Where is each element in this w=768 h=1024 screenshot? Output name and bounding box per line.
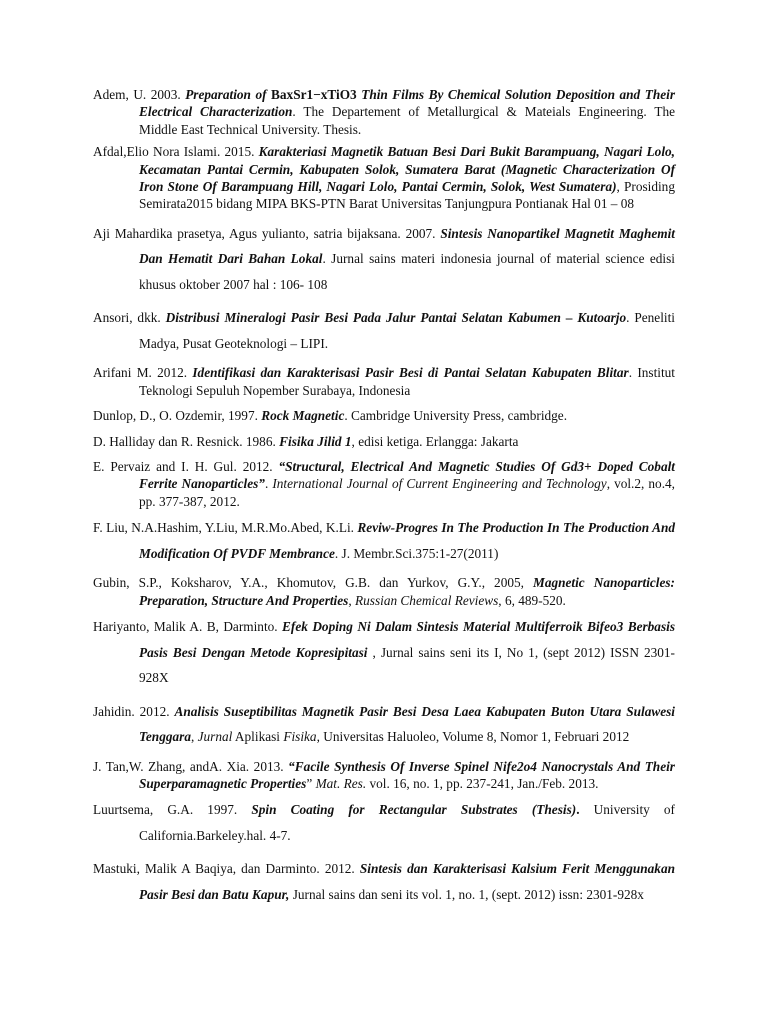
reference-entry-hariyanto: Hariyanto, Malik A. B, Darminto. Efek Doping Ni Dalam Sintesis Material Multiferroik Bifeo3 Berbasis Pasis Besi Dengan Metode Kopresipitasi , Jurnal sains seni its I, No 1, (sept 2012) ISSN 2301-928X (93, 619, 675, 685)
reference-entry-arifani: Arifani M. 2012. Identifikasi dan Karakterisasi Pasir Besi di Pantai Selatan Kabupaten Blitar. Institut Teknologi Sepuluh Nopember Surabaya, Indonesia (93, 365, 676, 398)
reference-list (93, 86, 675, 915)
reference-entry-adem: Adem, U. 2003. Preparation of BaxSr1−xTiO3 Thin Films By Chemical Solution Deposition and Their Electrical Characterization. The Departement of Metallurgical & Mateials Engineering. The Middle East Technical University. Thesis. (93, 87, 675, 137)
reference-entry-afdal: Afdal,Elio Nora Islami. 2015. Karakteriasi Magnetik Batuan Besi Dari Bukit Barampuang, Nagari Lolo, Kecamatan Pantai Cermin, Kabupaten Solok, Sumatera Barat (Magnetic Characterization Of Iron Stone Of Barampuang Hill, Nagari Lolo, Pantai Cermin, Solok, West Sumatera), Prosiding Semirata2015 bidang MIPA BKS-PTN Barat Universitas Tanjungpura Pontianak Hal 01 – 08 (93, 144, 675, 212)
reference-entry-tan: J. Tan,W. Zhang, andA. Xia. 2013. “Facile Synthesis Of Inverse Spinel Nife2o4 Nanocrystals And Their Superparamagnetic Properties” Mat. Res. vol. 16, no. 1, pp. 237-241, Jan./Feb. 2013. (93, 758, 675, 791)
reference-entry-halliday: D. Halliday dan R. Resnick. 1986. Fisika Jilid 1, edisi ketiga. Erlangga: Jakarta (93, 433, 519, 449)
reference-entry-jahidin: Jahidin. 2012. Analisis Suseptibilitas Magnetik Pasir Besi Desa Laea Kabupaten Buton Utara Sulawesi Tenggara, Jurnal Aplikasi Fisika, Universitas Haluoleo, Volume 8, Nomor 1, Februari 2012 (93, 703, 675, 744)
reference-entry-gubin: Gubin, S.P., Koksharov, Y.A., Khomutov, G.B. dan Yurkov, G.Y., 2005, Magnetic Nanoparticles: Preparation, Structure And Properties, Russian Chemical Reviews, 6, 489-520. (93, 575, 675, 608)
reference-entry-luurtsema: Luurtsema, G.A. 1997. Spin Coating for Rectangular Substrates (Thesis). University of California.Barkeley.hal. 4-7. (93, 802, 675, 843)
reference-entry-aji: Aji Mahardika prasetya, Agus yulianto, satria bijaksana. 2007. Sintesis Nanopartikel Magnetit Maghemit Dan Hematit Dari Bahan Lokal. Jurnal sains materi indonesia journal of material science edisi khusus oktober 2007 hal : 106- 108 (93, 225, 675, 292)
reference-entry-pervaiz: E. Pervaiz and I. H. Gul. 2012. “Structural, Electrical And Magnetic Studies Of Gd3+ Doped Cobalt Ferrite Nanoparticles”. International Journal of Current Engineering and Technology, vol.2, no.4, pp. 377-387, 2012. (93, 458, 676, 509)
reference-entry-dunlop: Dunlop, D., O. Ozdemir, 1997. Rock Magnetic. Cambridge University Press, cambridge. (93, 408, 568, 424)
reference-entry-ansori: Ansori, dkk. Distribusi Mineralogi Pasir Besi Pada Jalur Pantai Selatan Kabumen – Kutoarjo. Peneliti Madya, Pusat Geoteknologi – LIPI. (93, 310, 675, 351)
reference-entry-mastuki: Mastuki, Malik A Baqiya, dan Darminto. 2012. Sintesis dan Karakterisasi Kalsium Ferit Menggunakan Pasir Besi dan Batu Kapur, Jurnal sains dan seni its vol. 1, no. 1, (sept. 2012) issn: 2301-928x (93, 861, 675, 902)
reference-entry-liu: F. Liu, N.A.Hashim, Y.Liu, M.R.Mo.Abed, K.Li. Reviw-Progres In The Production In The Production And Modification Of PVDF Membrance. J. Membr.Sci.375:1-27(2011) (93, 520, 675, 561)
